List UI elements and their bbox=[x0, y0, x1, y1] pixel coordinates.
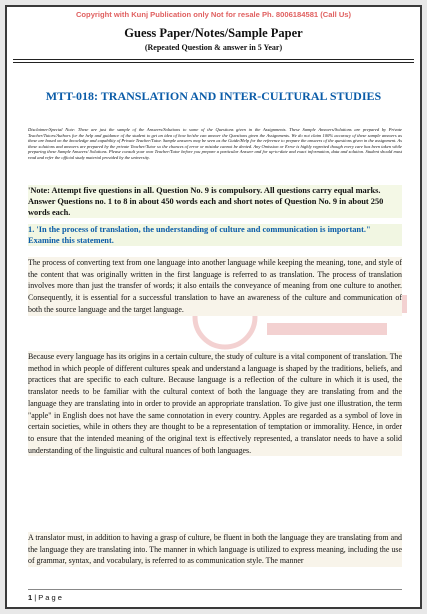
page-footer bbox=[28, 589, 402, 602]
page-number: 1 bbox=[28, 593, 33, 602]
answer-paragraph-1: The process of converting text from one language into another language while keeping the meaning, tone, and style of the content that was originally written in the first language is referred to as translation. The process of translation involves more than just the transfer of words; it also entails the conveyance of meaning from one culture to another. Consequently, it is essential for a successful translation to have an awareness of the culture and communication of both the source language and the target language. bbox=[28, 258, 402, 314]
header-divider-2 bbox=[13, 62, 414, 63]
question-heading: 1. 'In the process of translation, the understanding of culture and communication is important." Examine this statement. bbox=[28, 224, 402, 246]
instructions-note: 'Note: Attempt five questions in all. Question No. 9 is compulsory. All questions carry equal marks. Answer Questions no. 1 to 8 in about 450 words each and short notes of Question No. 9 in about 250 words each. bbox=[28, 185, 402, 218]
page-label: | P a g e bbox=[34, 593, 62, 602]
disclaimer-text: Disclaimer/Special Note: These are just the sample of the Answers/Solutions to some of the Questions given in the Assignments. These Sample Answers/Solutions are prepared by Private Teacher/Tutors/Authors for the help and guidance of the student to get an idea of how he/she can answer the Questions given the Assignments. We do not claim 100% accuracy of these sample answers as these are based on the knowledge and capability of Private Teacher/Tutor. Sample answers may be seen as the Guide/Help for the reference to prepare the answers of the questions given in the assignment. As these solutions and answers are prepared by the private Teacher/Tutor so the chances of error or mistake cannot be denied. Any Omission or Error is highly regretted though every care has been taken while preparing these Sample Answers/ Solutions. Please consult your own Teacher/Tutor before you prepare a particular Answer and for up-to-date and exact information, data and solution. Student should must read and refer the official study material provided by the university. bbox=[28, 127, 402, 160]
answer-paragraph-3: A translator must, in addition to having a grasp of culture, be fluent in both the language they are translating from and the language they are translating into. The manner in which language is utilized to express meaning, including the use of grammar, syntax, and vocabulary, is referred to as communication style. The manner bbox=[28, 533, 402, 566]
guess-paper-heading: Guess Paper/Notes/Sample Paper bbox=[124, 26, 303, 40]
header-divider bbox=[13, 59, 414, 60]
repeated-subheading: (Repeated Question & answer in 5 Year) bbox=[144, 43, 283, 52]
copyright-banner: Copyright with Kunj Publication only Not for resale Ph. 8006184581 (Call Us) bbox=[75, 10, 352, 19]
answer-paragraph-2: Because every language has its origins in a certain culture, the study of culture is a vital component of translation. The method in which people of different cultures speak and understand a language is shaped by the traditions, beliefs, and practices that are specific to each culture. Because language is a reflection of the culture in which it is used, the translator needs to be familiar with the cultural context of both the language they are translating from and the language they are translating into in order to provide an appropriate translation. To give just one illustration, the term "apple" in English does not have the same connotation in every country. Apples are regarded as a symbol of love in certain societies, while in others they are thought to be a representation of temptation or immorality. Hence, in order to ensure that the intended meaning of the original text is effectively represented, a translator needs to have a solid understanding of the linguistic and cultural nuances of both languages. bbox=[28, 352, 402, 455]
document-title: MTT-018: TRANSLATION AND INTER-CULTURAL STUDIES bbox=[45, 89, 382, 103]
document-page bbox=[5, 5, 422, 609]
